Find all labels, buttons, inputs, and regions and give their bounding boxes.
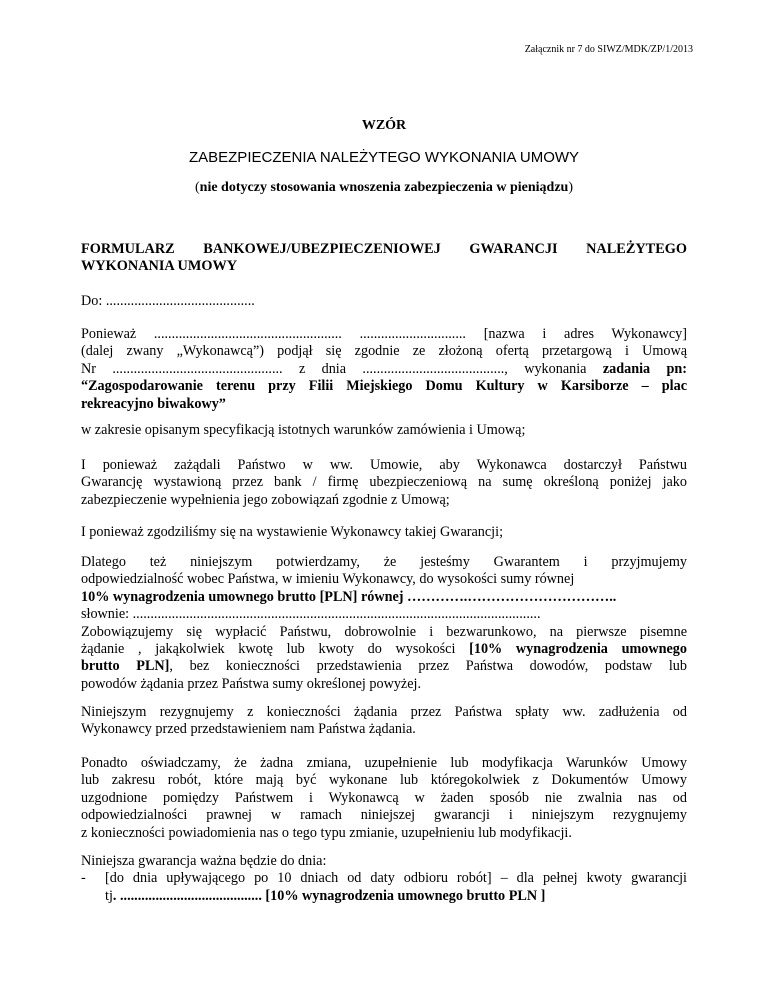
p1-task-name: “Zagospodarowanie terenu przy Filii Miejskiego Domu Kultury w Karsiborze – plac xyxy=(81,378,687,395)
p5-line2: odpowiedzialność wobec Państwa, w imieniu Wykonawcy, do wysokości sumy równej xyxy=(81,571,575,588)
attachment-reference: Załącznik nr 7 do SIWZ/MDK/ZP/1/2013 xyxy=(524,44,693,55)
p3-line3: zabezpieczenie wypełnienia jego zobowiązań zgodnie z Umową; xyxy=(81,491,450,508)
p5-line6 xyxy=(81,641,687,658)
paragraph-validity xyxy=(81,853,687,905)
p3-line2: Gwarancję wystawioną przez bank / firmę ubezpieczeniową na sumę określoną poniżej jako xyxy=(81,474,687,491)
note-paren-open: ( xyxy=(195,180,200,195)
p1-line3-bold: zadania pn: xyxy=(602,360,687,377)
p5-line7-text: , bez konieczności przedstawienia przez Państwa dowodów, podstaw lub xyxy=(169,658,687,675)
p8-line1: Niniejsza gwarancja ważna będzie do dnia: xyxy=(81,853,327,869)
p7-line2: lub zakresu robót, które mają być wykonane lub któregokolwiek z Dokumentów Umowy xyxy=(81,772,687,789)
p8-line2: [do dnia upływającego po 10 dniach od daty odbioru robót] – dla pełnej kwoty gwarancji xyxy=(105,870,687,887)
p1-line3-text: Nr ................................................ z dnia ........................................, wykonania xyxy=(81,360,603,377)
p5-amount-line: 10% wynagrodzenia umownego brutto [PLN] równej ………….………………………….. xyxy=(81,588,617,605)
p5-line7 xyxy=(81,658,687,675)
p5-line6-text: żądanie , jakąkolwiek kwotę lub kwoty do wysokości xyxy=(81,641,470,658)
paragraph-request xyxy=(81,457,687,509)
p5-line8: powodów żądania przez Państwa sumy określonej powyżej. xyxy=(81,675,422,692)
form-heading-line2: WYKONANIA UMOWY xyxy=(81,258,238,275)
p1-task-name-end: rekreacyjno biwakowy” xyxy=(81,395,226,412)
p6-line1: Niniejszym rezygnujemy z konieczności żądania przez Państwa spłaty ww. zadłużenia od xyxy=(81,704,687,720)
p5-line7-bold: brutto PLN] xyxy=(81,658,170,675)
paragraph-guarantee xyxy=(81,554,687,693)
p8-line3 xyxy=(81,888,687,905)
paragraph-modifications xyxy=(81,755,687,842)
note-text: nie dotyczy stosowania wnoszenia zabezpieczenia w pieniądzu xyxy=(199,180,569,195)
p5-in-words: słownie: ................................................................................................................... xyxy=(81,606,541,623)
p6-line2: Wykonawcy przed przedstawieniem nam Państwa żądania. xyxy=(81,721,416,738)
title-note xyxy=(0,180,768,196)
p1-line1: Ponieważ ..................................................... .............................. [nazwa i adres Wykonawcy] xyxy=(81,326,687,342)
note-paren-close: ) xyxy=(568,180,573,195)
paragraph-contractor xyxy=(81,326,687,413)
p7-line1: Ponadto oświadczamy, że żadna zmiana, uzupełnienie lub modyfikacja Warunków Umowy xyxy=(81,755,687,771)
p8-line3-bold: . ........................................ [10% wynagrodzenia umownego brutto PLN ] xyxy=(112,887,546,904)
p7-line5: z konieczności powiadomienia nas o tego typu zmianie, uzupełnieniu lub modyfikacji. xyxy=(81,824,572,841)
p8-line3-text: tj xyxy=(105,887,113,904)
p5-line5: Zobowiązujemy się wypłacić Państwu, dobrowolnie i bezwarunkowo, na pierwsze pisemne xyxy=(81,623,687,640)
p8-bullet-line xyxy=(81,870,687,887)
addressee-line: Do: .......................................... xyxy=(81,293,255,309)
bullet-dash: - xyxy=(81,870,86,887)
p7-line3: uzgodnione pomiędzy Państwem i Wykonawcą w żaden sposób nie zwalnia nas od xyxy=(81,789,687,806)
paragraph-waiver xyxy=(81,704,687,739)
p1-line2: (dalej zwany „Wykonawcą”) podjął się zgodnie ze złożoną ofertą przetargową i Umową xyxy=(81,343,687,360)
p5-line1: Dlatego też niniejszym potwierdzamy, że jesteśmy Gwarantem i przyjmujemy xyxy=(81,554,687,570)
p7-line4: odpowiedzialności prawnej w ramach niniejszej gwarancji i niniejszym rezygnujemy xyxy=(81,807,687,824)
title-subtitle: ZABEZPIECZENIA NALEŻYTEGO WYKONANIA UMOWY xyxy=(188,149,580,166)
form-heading-line1: FORMULARZ BANKOWEJ/UBEZPIECZENIOWEJ GWARANCJI NALEŻYTEGO xyxy=(81,241,687,257)
paragraph-scope: w zakresie opisanym specyfikacją istotnych warunków zamówienia i Umową; xyxy=(81,422,526,438)
paragraph-agreement: I ponieważ zgodziliśmy się na wystawienie Wykonawcy takiej Gwarancji; xyxy=(81,524,504,540)
p3-line1: I ponieważ zażądali Państwo w ww. Umowie, aby Wykonawca dostarczył Państwu xyxy=(81,457,687,473)
p1-line3 xyxy=(81,361,687,378)
title-wzor: WZÓR xyxy=(361,118,407,133)
p5-line6-bold: [10% wynagrodzenia umownego xyxy=(469,641,687,658)
form-heading xyxy=(81,241,687,276)
